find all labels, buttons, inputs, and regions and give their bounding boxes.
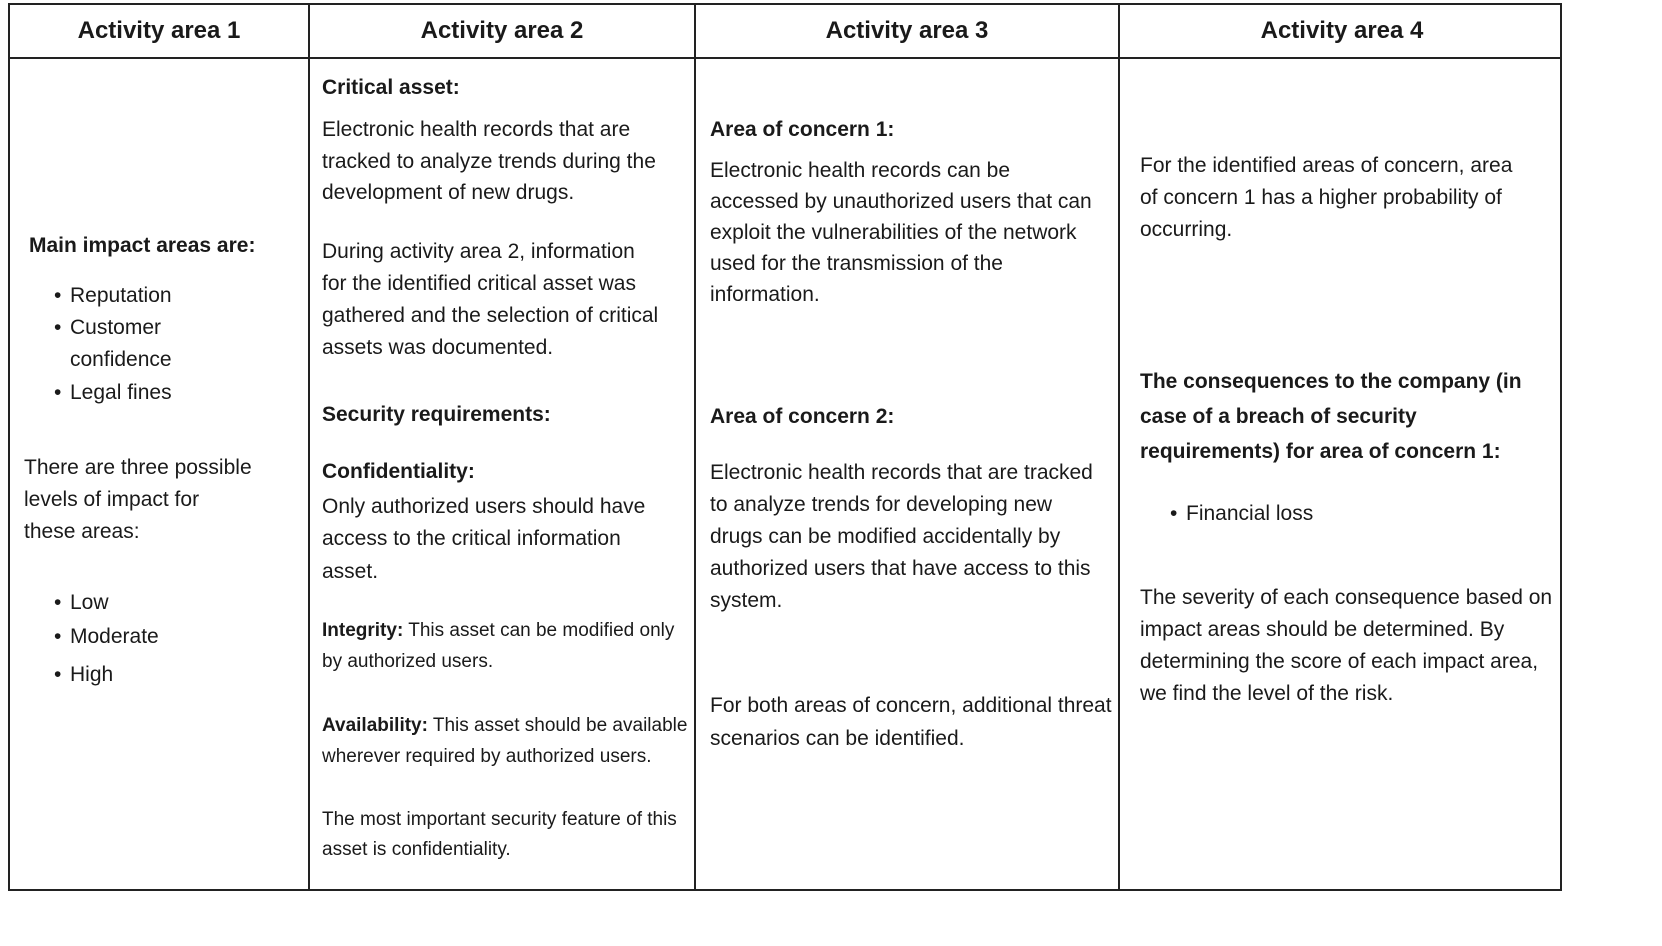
during-activity-text: During activity area 2, information bbox=[322, 240, 635, 263]
consequences-heading: requirements) for area of concern 1: bbox=[1140, 440, 1501, 463]
integrity-text: by authorized users. bbox=[322, 651, 494, 672]
area-of-concern-2-text: system. bbox=[710, 589, 783, 612]
during-activity-text: gathered and the selection of critical bbox=[322, 304, 659, 327]
header-activity-area-3: Activity area 3 bbox=[825, 17, 989, 44]
confidentiality-heading: Confidentiality: bbox=[322, 460, 475, 483]
critical-asset-heading: Critical asset: bbox=[322, 76, 460, 99]
probability-text: of concern 1 has a higher probability of bbox=[1140, 186, 1502, 209]
area-of-concern-1-text: accessed by unauthorized users that can bbox=[710, 190, 1092, 213]
levels-intro: There are three possible bbox=[24, 456, 252, 479]
confidentiality-text: access to the critical information bbox=[322, 527, 621, 550]
both-areas-text: scenarios can be identified. bbox=[710, 727, 965, 750]
impact-area-item: • Reputation bbox=[54, 284, 172, 307]
integrity-text: Integrity: This asset can be modified only bbox=[322, 620, 675, 641]
area-of-concern-1-text: exploit the vulnerabilities of the network bbox=[710, 221, 1077, 244]
header-activity-area-4: Activity area 4 bbox=[1260, 17, 1424, 44]
severity-text: impact areas should be determined. By bbox=[1140, 618, 1505, 641]
area-of-concern-1-heading: Area of concern 1: bbox=[710, 118, 895, 141]
levels-intro: levels of impact for bbox=[24, 488, 200, 511]
column-divider bbox=[1118, 5, 1120, 889]
area-of-concern-2-text: to analyze trends for developing new bbox=[710, 493, 1053, 516]
area-of-concern-2-text: Electronic health records that are tracked bbox=[710, 461, 1093, 484]
consequences-heading: case of a breach of security bbox=[1140, 405, 1417, 428]
critical-asset-text: development of new drugs. bbox=[322, 181, 575, 204]
confidentiality-text: Only authorized users should have bbox=[322, 495, 646, 518]
main-impact-heading: Main impact areas are: bbox=[29, 234, 256, 257]
severity-text: we find the level of the risk. bbox=[1140, 682, 1394, 705]
security-requirements-heading: Security requirements: bbox=[322, 403, 551, 426]
impact-level-item: • High bbox=[54, 663, 114, 686]
during-activity-text: assets was documented. bbox=[322, 336, 554, 359]
impact-area-item-continuation: confidence bbox=[70, 348, 172, 371]
availability-text: wherever required by authorized users. bbox=[322, 746, 652, 767]
during-activity-text: for the identified critical asset was bbox=[322, 272, 636, 295]
area-of-concern-2-text: authorized users that have access to this bbox=[710, 557, 1091, 580]
header-activity-area-2: Activity area 2 bbox=[420, 17, 584, 44]
area-of-concern-1-text: information. bbox=[710, 283, 820, 306]
column-divider bbox=[308, 5, 310, 889]
probability-text: occurring. bbox=[1140, 218, 1233, 241]
severity-text: The severity of each consequence based on bbox=[1140, 586, 1553, 609]
consequence-item: • Financial loss bbox=[1170, 502, 1314, 525]
impact-level-item: • Low bbox=[54, 591, 109, 614]
consequences-heading: The consequences to the company (in bbox=[1140, 370, 1522, 393]
levels-intro: these areas: bbox=[24, 520, 140, 543]
availability-text: Availability: This asset should be available bbox=[322, 715, 688, 736]
both-areas-text: For both areas of concern, additional threat bbox=[710, 694, 1112, 717]
area-of-concern-1-text: used for the transmission of the bbox=[710, 252, 1003, 275]
severity-text: determining the score of each impact area, bbox=[1140, 650, 1539, 673]
impact-area-item: • Legal fines bbox=[54, 381, 172, 404]
probability-text: For the identified areas of concern, area bbox=[1140, 154, 1513, 177]
area-of-concern-2-heading: Area of concern 2: bbox=[710, 405, 895, 428]
impact-area-item: • Customer bbox=[54, 316, 162, 339]
header-activity-area-1: Activity area 1 bbox=[77, 17, 241, 44]
area-of-concern-2-text: drugs can be modified accidentally by bbox=[710, 525, 1061, 548]
critical-asset-text: Electronic health records that are bbox=[322, 118, 631, 141]
column-divider bbox=[694, 5, 696, 889]
area-of-concern-1-text: Electronic health records can be bbox=[710, 159, 1010, 182]
most-important-text: asset is confidentiality. bbox=[322, 839, 511, 860]
impact-level-item: • Moderate bbox=[54, 625, 159, 648]
confidentiality-text: asset. bbox=[322, 560, 379, 583]
most-important-text: The most important security feature of this bbox=[322, 809, 677, 830]
header-divider bbox=[10, 57, 1560, 59]
critical-asset-text: tracked to analyze trends during the bbox=[322, 150, 656, 173]
